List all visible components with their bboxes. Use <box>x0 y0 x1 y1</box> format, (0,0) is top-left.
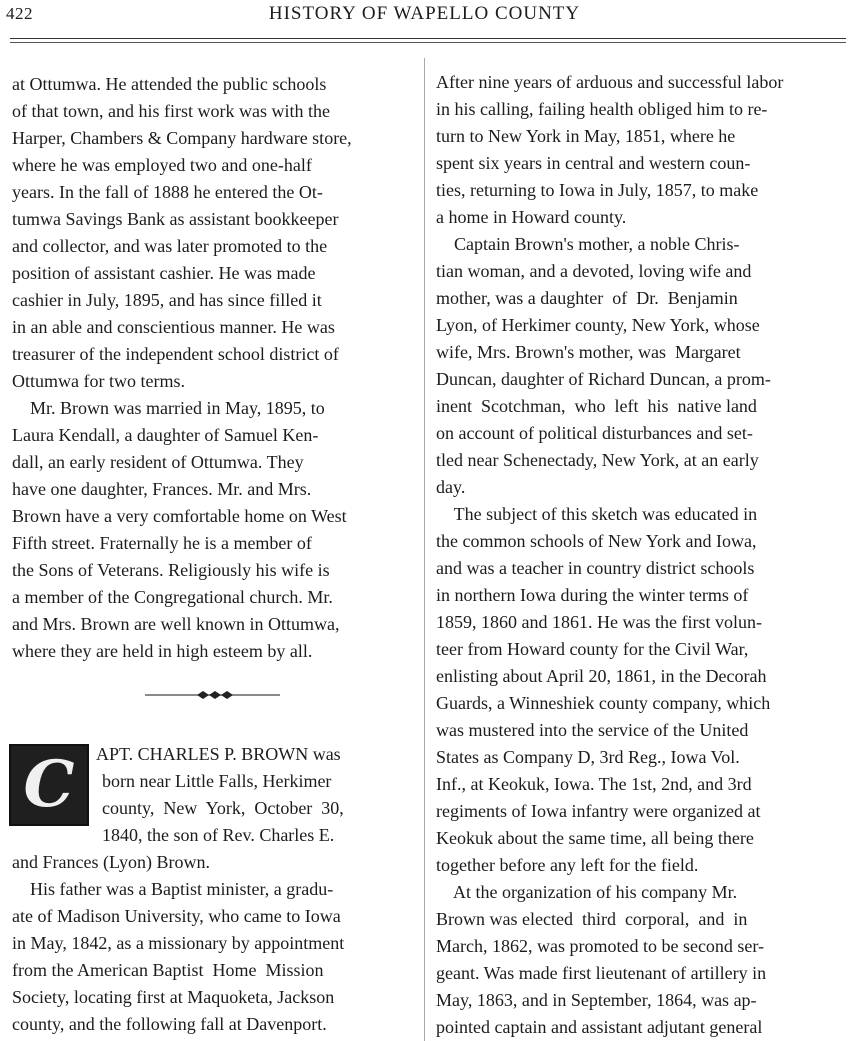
text-line: was mustered into the service of the United <box>436 720 749 740</box>
text-line: together before any left for the field. <box>436 855 699 875</box>
text-line: teer from Howard county for the Civil War, <box>436 639 749 659</box>
text-line: in northern Iowa during the winter terms of <box>436 585 749 605</box>
text-line: treasurer of the independent school district of <box>12 344 339 364</box>
text-line: a home in Howard county. <box>436 207 627 227</box>
running-title: HISTORY OF WAPELLO COUNTY <box>268 3 581 24</box>
text-line: position of assistant cashier. He was made <box>12 263 316 283</box>
text-line: Fifth street. Fraternally he is a member of <box>12 533 312 553</box>
text-line: turn to New York in May, 1851, where he <box>436 126 736 146</box>
text-line: the common schools of New York and Iowa, <box>436 531 757 551</box>
text-line: tian woman, and a devoted, loving wife and <box>436 261 752 281</box>
text-line: of that town, and his first work was with the <box>12 101 330 121</box>
text-line: from the American Baptist Home Mission <box>12 960 324 980</box>
text-line: APT. CHARLES P. BROWN was <box>96 744 341 764</box>
section-separator-ornament <box>145 688 280 702</box>
text-line: spent six years in central and western coun- <box>436 153 751 173</box>
text-line: the Sons of Veterans. Religiously his wife is <box>12 560 330 580</box>
text-line: The subject of this sketch was educated in <box>436 504 758 524</box>
text-line: After nine years of arduous and successful labor <box>436 72 784 92</box>
text-line: enlisting about April 20, 1861, in the Decorah <box>436 666 767 686</box>
header-rule-thin <box>10 42 846 43</box>
text-line: Society, locating first at Maquoketa, Jackson <box>12 987 335 1007</box>
text-line: wife, Mrs. Brown's mother, was Margaret <box>436 342 741 362</box>
column-divider <box>424 58 425 1041</box>
text-line: Inf., at Keokuk, Iowa. The 1st, 2nd, and 3rd <box>436 774 752 794</box>
text-line: dall, an early resident of Ottumwa. They <box>12 452 304 472</box>
text-line: ate of Madison University, who came to Iowa <box>12 906 341 926</box>
text-line: Captain Brown's mother, a noble Chris- <box>436 234 740 254</box>
text-line: a member of the Congregational church. Mr. <box>12 587 333 607</box>
text-line: in his calling, failing health obliged him to re- <box>436 99 768 119</box>
text-line: have one daughter, Frances. Mr. and Mrs. <box>12 479 312 499</box>
text-line: day. <box>436 477 466 497</box>
page-number: 422 <box>6 4 33 23</box>
text-line: geant. Was made first lieutenant of artillery in <box>436 963 767 983</box>
text-line: Brown was elected third corporal, and in <box>436 909 748 929</box>
text-line: 1840, the son of Rev. Charles E. <box>102 825 335 845</box>
header-rule <box>10 38 846 39</box>
text-line: March, 1862, was promoted to be second ser- <box>436 936 765 956</box>
text-line: Guards, a Winneshiek county company, which <box>436 693 771 713</box>
text-line: years. In the fall of 1888 he entered the Ot- <box>12 182 323 202</box>
text-line: and was a teacher in country district schools <box>436 558 755 578</box>
text-line: on account of political disturbances and set- <box>436 423 753 443</box>
drop-cap-initial: C <box>9 744 89 826</box>
text-line: and Frances (Lyon) Brown. <box>12 852 210 872</box>
text-line: and Mrs. Brown are well known in Ottumwa, <box>12 614 340 634</box>
text-line: cashier in July, 1895, and has since filled it <box>12 290 322 310</box>
text-line: Ottumwa for two terms. <box>12 371 185 391</box>
text-line: and collector, and was later promoted to the <box>12 236 328 256</box>
text-line: inent Scotchman, who left his native land <box>436 396 757 416</box>
text-line: Mr. Brown was married in May, 1895, to <box>12 398 325 418</box>
text-line: tled near Schenectady, New York, at an early <box>436 450 759 470</box>
text-line: county, and the following fall at Davenport. <box>12 1014 327 1034</box>
text-line: His father was a Baptist minister, a gradu- <box>12 879 334 899</box>
text-line: regiments of Iowa infantry were organized at <box>436 801 761 821</box>
text-line: mother, was a daughter of Dr. Benjamin <box>436 288 738 308</box>
text-line: Keokuk about the same time, all being there <box>436 828 754 848</box>
text-line: tumwa Savings Bank as assistant bookkeeper <box>12 209 339 229</box>
text-line: Lyon, of Herkimer county, New York, whose <box>436 315 760 335</box>
text-line: Duncan, daughter of Richard Duncan, a prom- <box>436 369 771 389</box>
text-line: At the organization of his company Mr. <box>436 882 738 902</box>
text-line: in May, 1842, as a missionary by appointment <box>12 933 345 953</box>
text-line: Brown have a very comfortable home on West <box>12 506 347 526</box>
text-line: 1859, 1860 and 1861. He was the first volun- <box>436 612 762 632</box>
text-line: May, 1863, and in September, 1864, was ap- <box>436 990 757 1010</box>
text-line: Harper, Chambers & Company hardware store, <box>12 128 352 148</box>
text-line: in an able and conscientious manner. He was <box>12 317 335 337</box>
text-line: pointed captain and assistant adjutant general <box>436 1017 763 1037</box>
text-line: States as Company D, 3rd Reg., Iowa Vol. <box>436 747 740 767</box>
text-line: at Ottumwa. He attended the public schools <box>12 74 327 94</box>
text-line: county, New York, October 30, <box>102 798 344 818</box>
text-line: where they are held in high esteem by all. <box>12 641 313 661</box>
text-line: where he was employed two and one-half <box>12 155 312 175</box>
text-line: born near Little Falls, Herkimer <box>102 771 332 791</box>
text-line: Laura Kendall, a daughter of Samuel Ken- <box>12 425 319 445</box>
text-line: ties, returning to Iowa in July, 1857, to make <box>436 180 759 200</box>
